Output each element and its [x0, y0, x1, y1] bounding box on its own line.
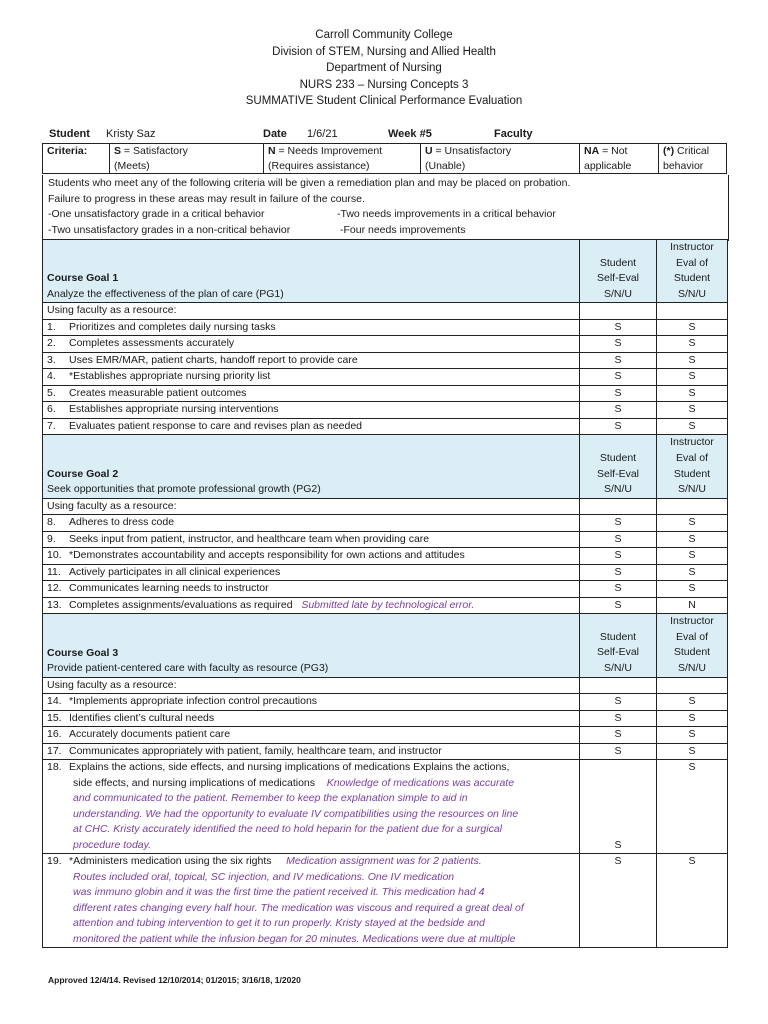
table-row: 16. Accurately documents patient care S S [43, 727, 728, 744]
table-row: 14. *Implements appropriate infection control precautions S S [43, 694, 728, 711]
rules-line-2: Failure to progress in these areas may result in failure of the course. [48, 192, 365, 205]
table-row: 1. Prioritizes and completes daily nursing tasks S S [43, 319, 728, 336]
evaluation-table [42, 239, 728, 948]
revision-footer: Approved 12/4/14. Revised 12/10/2014; 01/2015; 3/16/18, 1/2020 [48, 975, 301, 985]
instructor-comment: Knowledge of medications was accurate [326, 776, 515, 789]
student-name: Kristy Saz [106, 128, 156, 140]
college-name: Carroll Community College [315, 29, 453, 41]
student-self-eval-header: Student Self-Eval S/N/U [580, 614, 657, 677]
course-goal-1-header [43, 240, 728, 303]
goal-title: Course Goal 1 [47, 272, 119, 285]
table-row: 19. *Administers medication using the six rights Medication assignment was for 2 patients. Routes included oral, topical, SC injection, and IV medications. One IV medication was immuno globin and it was the first time the patient received it. This medication had 4 different rates changing every half hour. The medication was viscous and required a great deal of attention and tubing intervention to get it to run properly. Kristy stayed at the bedside and monitored the patient while the infusion began for 20 minutes. Medications were due at multiple S S [43, 854, 728, 948]
goal-description: Seek opportunities that promote professional growth (PG2) [47, 483, 321, 496]
week-label: Week #5 [388, 128, 432, 140]
division-name: Division of STEM, Nursing and Allied Health [272, 45, 496, 58]
instructor-eval-header: Instructor Eval of Student S/N/U [657, 614, 728, 677]
rules-line-3b: -Two needs improvements in a critical behavior [337, 208, 556, 220]
table-row: 7. Evaluates patient response to care and revises plan as needed S S [43, 418, 728, 435]
course-name: NURS 233 – Nursing Concepts 3 [299, 78, 469, 91]
table-row: 10. *Demonstrates accountability and accepts responsibility for own actions and attitudes S S [43, 548, 728, 565]
instructor-eval-header: Instructor Eval of Student S/N/U [657, 435, 728, 498]
table-row: 9. Seeks input from patient, instructor, and healthcare team when providing care S S [43, 531, 728, 548]
table-row: 8. Adheres to dress code S S [43, 515, 728, 532]
goal-description: Analyze the effectiveness of the plan of care (PG1) [47, 287, 284, 300]
rules-line-3a: -One unsatisfactory grade in a critical behavior [48, 208, 265, 220]
course-goal-3-header [43, 614, 728, 677]
remediation-rules [42, 175, 729, 241]
table-row: 4. *Establishes appropriate nursing priority list S S [43, 369, 728, 386]
table-row: 18. Explains the actions, side effects, and nursing implications of medications Explains the actions, side effects, and nursing implications of medications Knowledge of medications was accurate and communicated to the patient. Remember to keep the explanation simple to aid in understanding. We had the opportunity to evaluate IV compatibilities using the resources on line at CHC. Kristy accurately identified the need to hold heparin for the patient due for a surgical procedure today. S S [43, 760, 728, 854]
instructor-eval-header: Instructor Eval of Student S/N/U [657, 240, 728, 303]
goal-title: Course Goal 2 [47, 467, 119, 480]
instructor-comment: Medication assignment was for 2 patients. [286, 855, 482, 868]
goal-description: Provide patient-centered care with faculty as resource (PG3) [47, 662, 329, 675]
rules-line-4a: -Two unsatisfactory grades in a non-critical behavior [48, 223, 291, 236]
rules-line-4b: -Four needs improvements [340, 223, 466, 236]
date-value: 1/6/21 [307, 128, 338, 140]
criteria-needs-improvement: N = Needs Improvement (Requires assistance) [264, 144, 421, 174]
student-label: Student [49, 128, 90, 140]
rules-line-1: Students who meet any of the following criteria will be given a remediation plan and may be placed on probation. [48, 177, 571, 189]
table-row: 2. Completes assessments accurately S S [43, 336, 728, 353]
date-label: Date [263, 128, 287, 140]
resource-row: Using faculty as a resource: [43, 677, 728, 694]
goal-title: Course Goal 3 [47, 646, 119, 659]
table-row: 12. Communicates learning needs to instructor S S [43, 581, 728, 598]
instructor-comment: Submitted late by technological error. [301, 598, 475, 611]
table-row: 15. Identifies client’s cultural needs S S [43, 710, 728, 727]
student-self-eval-header: Student Self-Eval S/N/U [580, 240, 657, 303]
table-row: 11. Actively participates in all clinical experiences S S [43, 564, 728, 581]
criteria-critical: (*) Critical behavior [659, 144, 727, 174]
table-row: 3. Uses EMR/MAR, patient charts, handoff report to provide care S S [43, 352, 728, 369]
criteria-label: Criteria: [43, 144, 110, 174]
department-name: Department of Nursing [326, 62, 442, 74]
table-row: 13. Completes assignments/evaluations as required Submitted late by technological error. S N [43, 597, 728, 614]
student-info-row [49, 128, 729, 143]
criteria-legend [42, 143, 727, 174]
form-title: SUMMATIVE Student Clinical Performance Evaluation [245, 95, 523, 107]
document-header [0, 27, 768, 110]
faculty-label: Faculty [494, 128, 533, 140]
table-row: 5. Creates measurable patient outcomes S S [43, 385, 728, 402]
criteria-satisfactory: S = Satisfactory (Meets) [110, 144, 264, 174]
criteria-unsatisfactory: U = Unsatisfactory (Unable) [421, 144, 580, 174]
criteria-not-applicable: NA = Not applicable [580, 144, 659, 174]
resource-row: Using faculty as a resource: [43, 498, 728, 515]
table-row: 17. Communicates appropriately with patient, family, healthcare team, and instructor S S [43, 743, 728, 760]
resource-row: Using faculty as a resource: [43, 303, 728, 320]
course-goal-2-header [43, 435, 728, 498]
table-row: 6. Establishes appropriate nursing interventions S S [43, 402, 728, 419]
student-self-eval-header: Student Self-Eval S/N/U [580, 435, 657, 498]
